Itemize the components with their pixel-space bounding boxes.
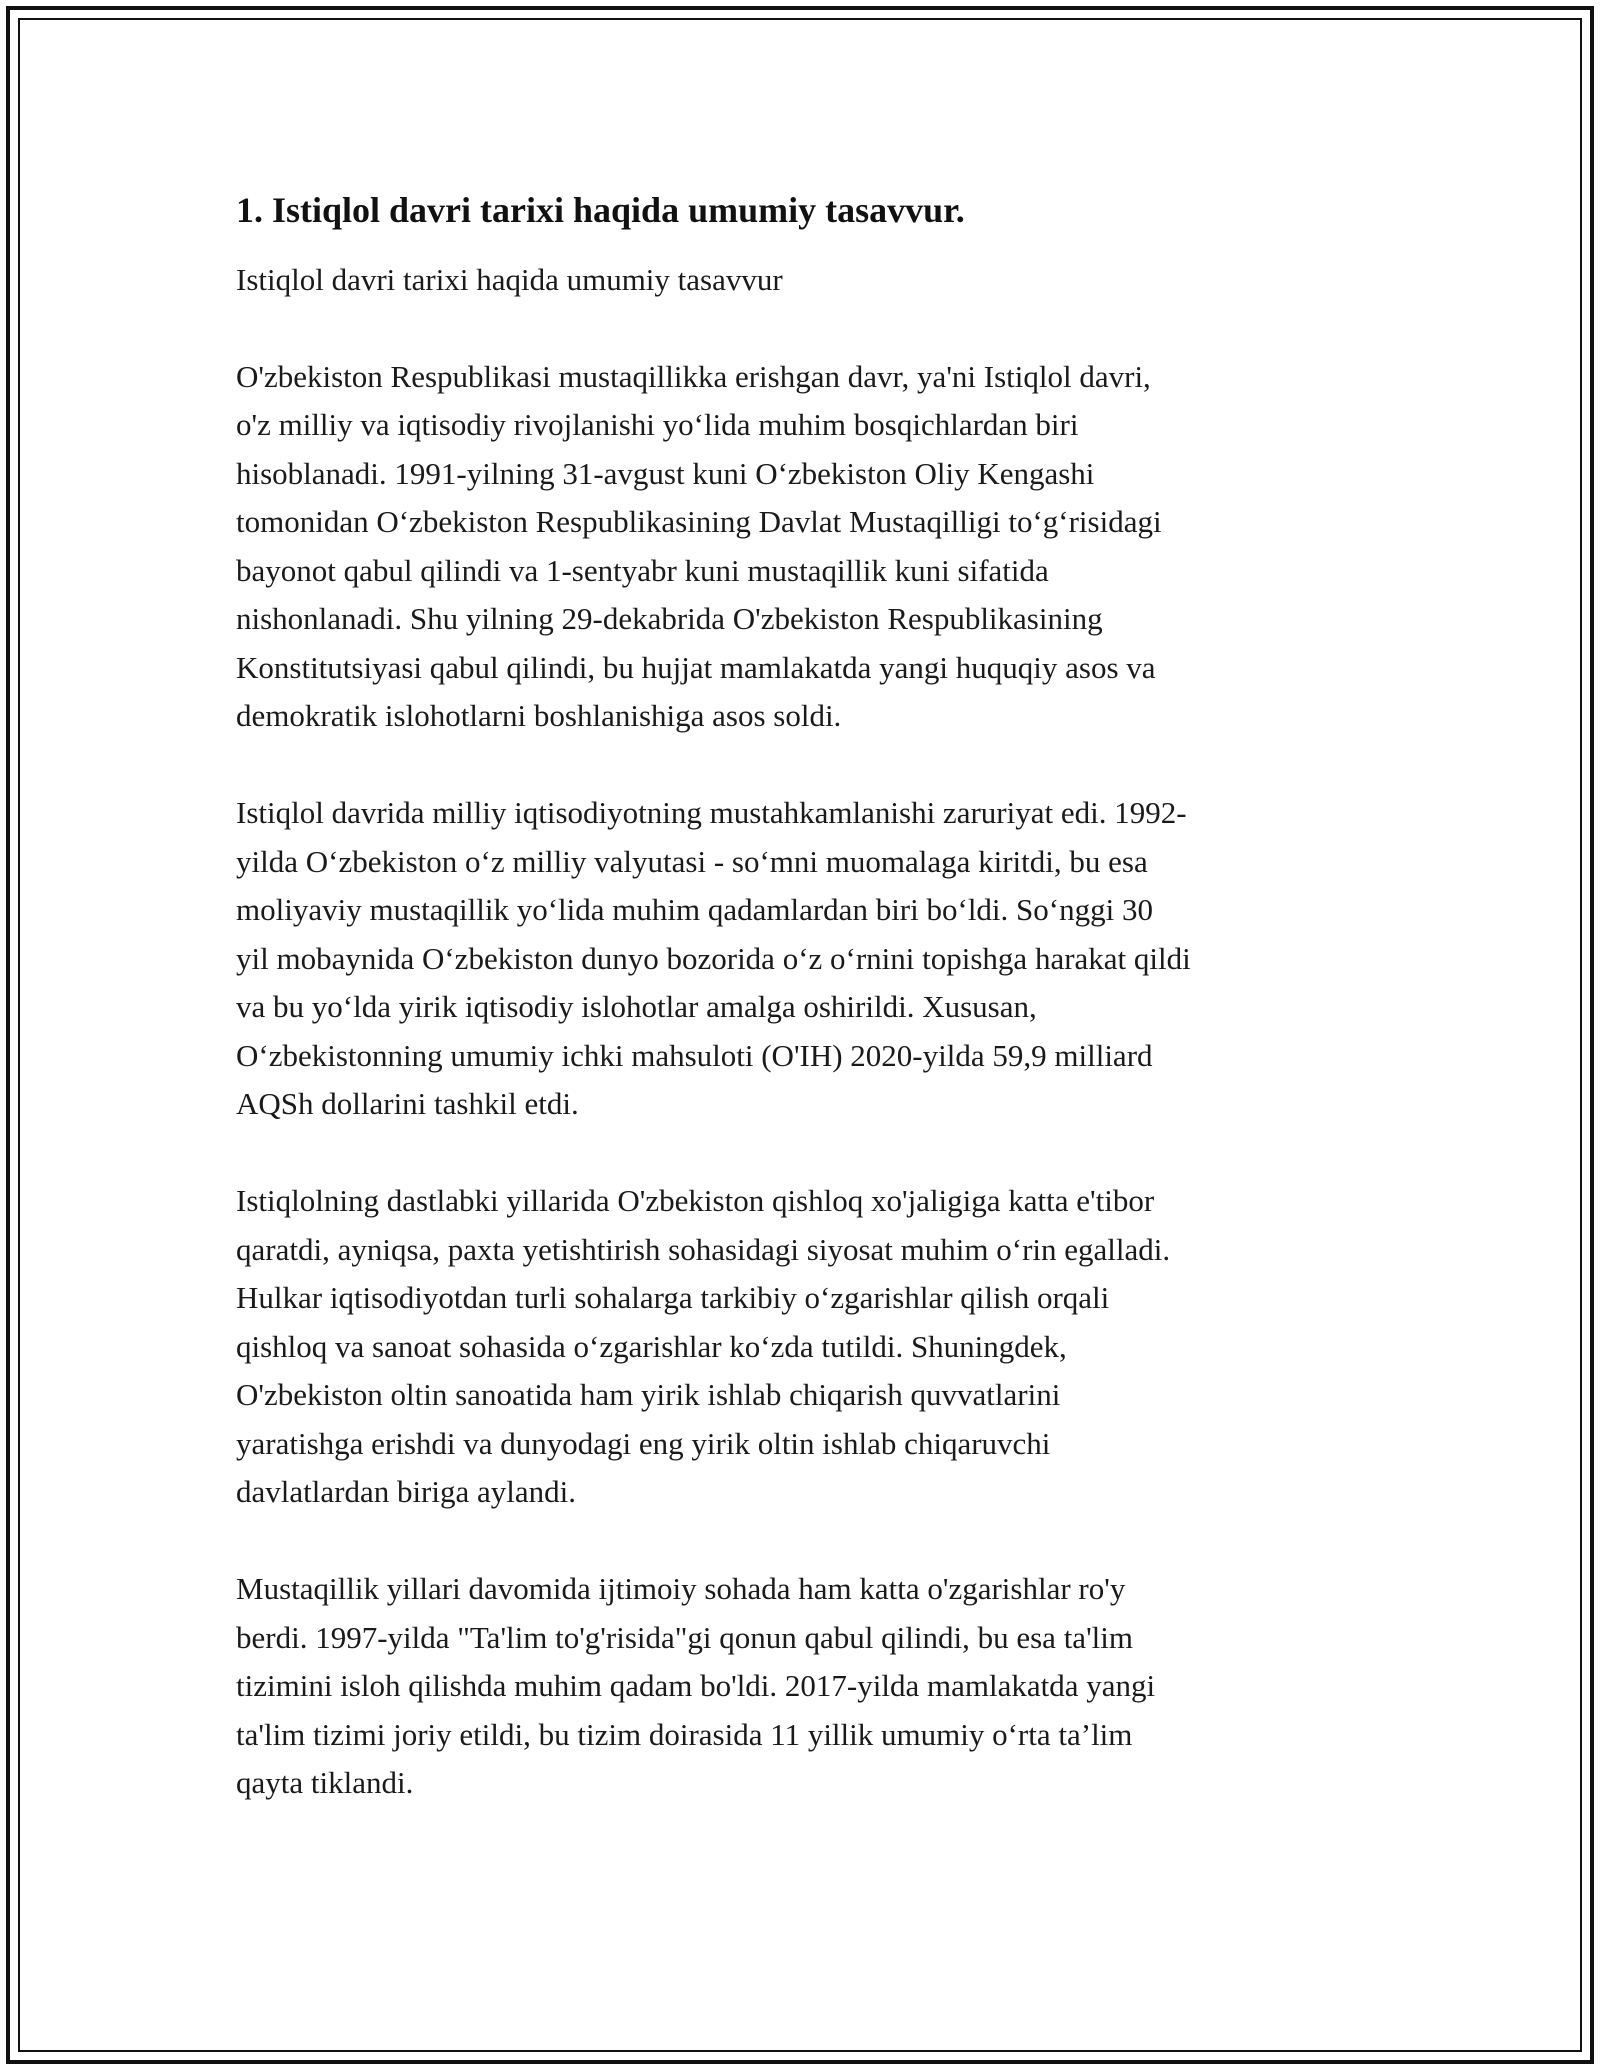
- paragraph-line: yaratishga erishdi va dunyodagi eng yirik oltin ishlab chiqaruvchi: [236, 1425, 1051, 1461]
- paragraph-line: Hulkar iqtisodiyotdan turli sohalarga tarkibiy o‘zgarishlar qilish orqali: [236, 1280, 1110, 1315]
- paragraph-line: berdi. 1997-yilda "Ta'lim to'g'risida"gi qonun qabul qilindi, bu esa ta'lim: [236, 1619, 1133, 1655]
- paragraph-line: qayta tiklandi.: [236, 1765, 414, 1800]
- paragraph-economy: [236, 789, 1376, 1129]
- document-body: [236, 186, 1376, 1856]
- paragraph-agriculture-industry: [236, 1177, 1376, 1517]
- paragraph-line: moliyaviy mustaqillik yo‘lida muhim qadamlardan biri bo‘ldi. So‘nggi 30: [236, 892, 1153, 927]
- paragraph-line: O‘zbekistonning umumiy ichki mahsuloti (O'IH) 2020-yilda 59,9 milliard: [236, 1037, 1153, 1073]
- paragraph-line: demokratik islohotlarni boshlanishiga asos soldi.: [236, 698, 842, 733]
- paragraph-line: yilda O‘zbekiston o‘z milliy valyutasi - so‘mni muomalaga kiritdi, bu esa: [236, 843, 1148, 879]
- paragraph-line: nishonlanadi. Shu yilning 29-dekabrida O'zbekiston Respublikasining: [236, 601, 1103, 636]
- paragraph-line: yil mobaynida O‘zbekiston dunyo bozorida o‘z o‘rnini topishga harakat qildi: [236, 940, 1191, 976]
- paragraph-line: Istiqlol davrida milliy iqtisodiyotning mustahkamlanishi zaruriyat edi. 1992-: [236, 795, 1187, 830]
- paragraph-line: Konstitutsiyasi qabul qilindi, bu hujjat mamlakatda yangi huquqiy asos va: [236, 649, 1156, 685]
- document-subheading: Istiqlol davri tarixi haqida umumiy tasavvur: [236, 262, 783, 297]
- paragraph-line: O'zbekiston Respublikasi mustaqillikka erishgan davr, ya'ni Istiqlol davri,: [236, 358, 1151, 394]
- paragraph-line: tizimini isloh qilishda muhim qadam bo'ldi. 2017-yilda mamlakatda yangi: [236, 1668, 1156, 1703]
- paragraph-line: Istiqlolning dastlabki yillarida O'zbekiston qishloq xo'jaligiga katta e'tibor: [236, 1183, 1155, 1218]
- paragraph-line: tomonidan O‘zbekiston Respublikasining Davlat Mustaqilligi to‘g‘risidagi: [236, 504, 1162, 539]
- document-heading: 1. Istiqlol davri tarixi haqida umumiy tasavvur.: [236, 190, 965, 230]
- paragraph-line: va bu yo‘lda yirik iqtisodiy islohotlar amalga oshirildi. Xususan,: [236, 989, 1037, 1024]
- paragraph-line: bayonot qabul qilindi va 1-sentyabr kuni mustaqillik kuni sifatida: [236, 552, 1049, 588]
- paragraph-line: AQSh dollarini tashkil etdi.: [236, 1086, 579, 1121]
- paragraph-line: Mustaqillik yillari davomida ijtimoiy sohada ham katta o'zgarishlar ro'y: [236, 1571, 1126, 1606]
- paragraph-line: o'z milliy va iqtisodiy rivojlanishi yo‘lida muhim bosqichlardan biri: [236, 407, 1079, 442]
- paragraph-social-education: [236, 1565, 1376, 1808]
- paragraph-line: qaratdi, ayniqsa, paxta yetishtirish sohasidagi siyosat muhim o‘rin egalladi.: [236, 1231, 1171, 1267]
- paragraph-line: qishloq va sanoat sohasida o‘zgarishlar ko‘zda tutildi. Shuningdek,: [236, 1328, 1067, 1364]
- paragraph-line: davlatlardan biriga aylandi.: [236, 1474, 577, 1509]
- paragraph-line: hisoblanadi. 1991-yilning 31-avgust kuni O‘zbekiston Oliy Kengashi: [236, 455, 1095, 491]
- paragraph-line: O'zbekiston oltin sanoatida ham yirik ishlab chiqarish quvvatlarini: [236, 1377, 1061, 1412]
- paragraph-line: ta'lim tizimi joriy etildi, bu tizim doirasida 11 yillik umumiy o‘rta ta’lim: [236, 1716, 1133, 1752]
- paragraph-independence-declaration: [236, 353, 1376, 741]
